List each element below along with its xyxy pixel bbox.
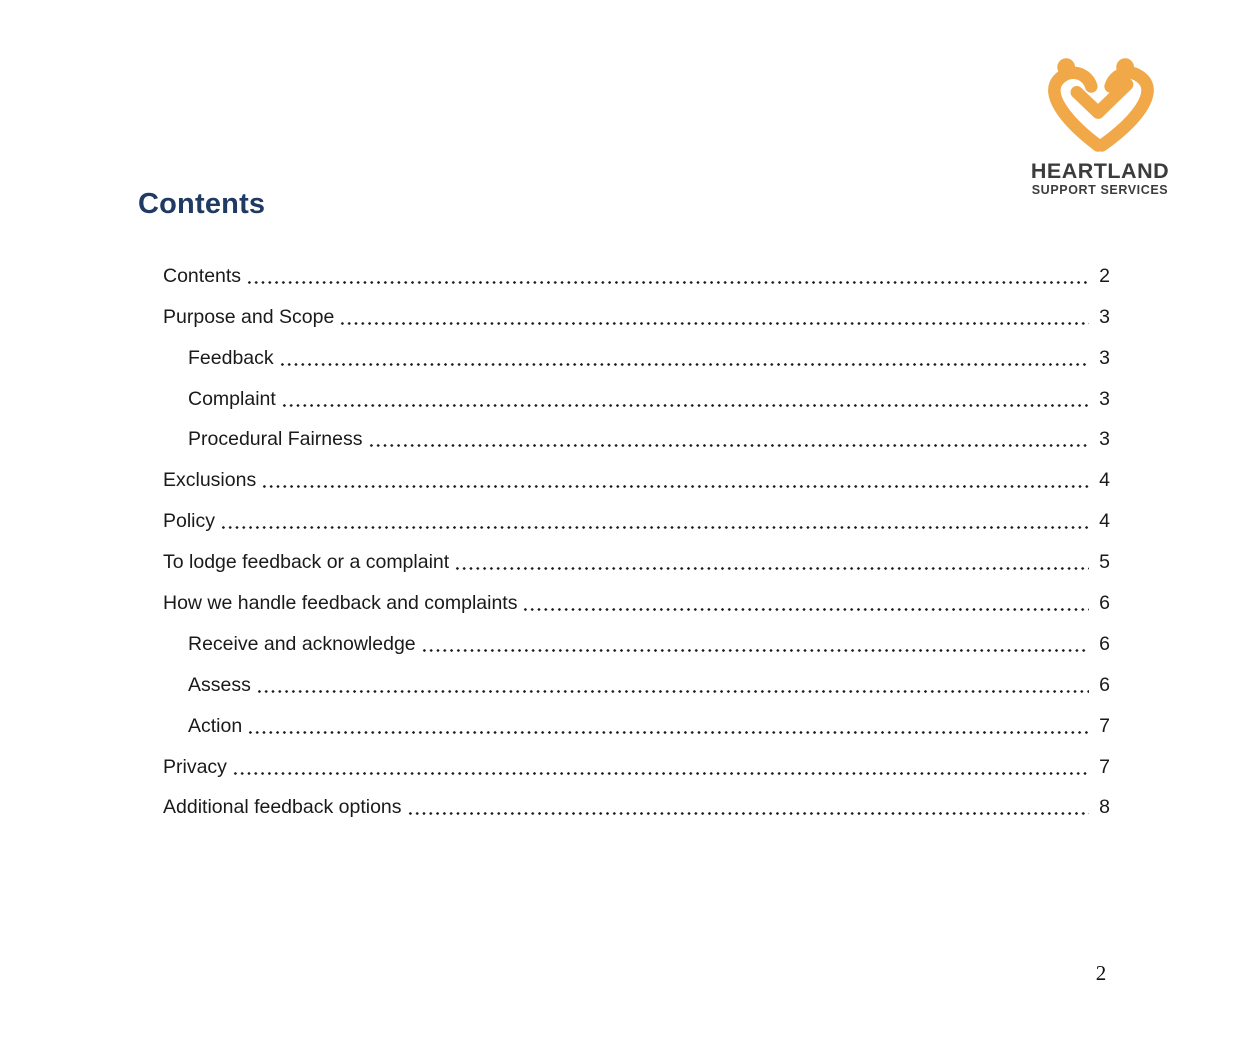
toc-entry-label: Additional feedback options bbox=[163, 796, 402, 819]
toc-dot-leader bbox=[279, 363, 1089, 366]
toc-entry-label: Action bbox=[188, 714, 243, 737]
toc-dot-leader bbox=[281, 404, 1089, 407]
toc-entry-label: Exclusions bbox=[163, 469, 257, 492]
toc-entry-page-number: 2 bbox=[1099, 264, 1110, 287]
toc-dot-leader bbox=[256, 690, 1089, 693]
company-logo bbox=[1020, 42, 1180, 197]
toc-entry[interactable] bbox=[163, 786, 1110, 827]
toc-entry[interactable] bbox=[163, 581, 1110, 622]
toc-entry[interactable] bbox=[163, 377, 1110, 418]
contents-heading: Contents bbox=[138, 188, 266, 220]
table-of-contents bbox=[163, 254, 1110, 826]
toc-entry-label: Policy bbox=[163, 510, 216, 533]
logo-tagline: SUPPORT SERVICES bbox=[1031, 182, 1169, 197]
toc-entry-label: Receive and acknowledge bbox=[188, 632, 416, 655]
toc-dot-leader bbox=[522, 608, 1089, 611]
toc-entry[interactable] bbox=[163, 295, 1110, 336]
toc-entry-page-number: 6 bbox=[1099, 632, 1110, 655]
toc-entry-label: Complaint bbox=[188, 387, 276, 410]
toc-entry-page-number: 6 bbox=[1099, 592, 1110, 615]
toc-dot-leader bbox=[247, 731, 1089, 734]
logo-wordmark: HEARTLAND bbox=[1030, 159, 1170, 183]
toc-dot-leader bbox=[339, 322, 1089, 325]
toc-entry[interactable] bbox=[163, 540, 1110, 581]
toc-dot-leader bbox=[246, 281, 1089, 284]
toc-entry-label: Privacy bbox=[163, 755, 227, 778]
toc-entry-page-number: 7 bbox=[1099, 714, 1110, 737]
toc-entry[interactable] bbox=[163, 336, 1110, 377]
toc-entry-page-number: 5 bbox=[1099, 551, 1110, 574]
toc-dot-leader bbox=[368, 444, 1090, 447]
toc-entry-label: Procedural Fairness bbox=[188, 428, 363, 451]
toc-entry[interactable] bbox=[163, 663, 1110, 704]
toc-entry[interactable] bbox=[163, 499, 1110, 540]
toc-entry-page-number: 3 bbox=[1099, 428, 1110, 451]
toc-dot-leader bbox=[232, 772, 1089, 775]
toc-dot-leader bbox=[261, 485, 1089, 488]
toc-dot-leader bbox=[421, 649, 1089, 652]
toc-entry-label: Contents bbox=[163, 264, 242, 287]
toc-entry-page-number: 4 bbox=[1099, 469, 1110, 492]
toc-entry-page-number: 3 bbox=[1099, 305, 1110, 328]
toc-entry-page-number: 7 bbox=[1099, 755, 1110, 778]
toc-entry[interactable] bbox=[163, 254, 1110, 295]
toc-entry[interactable] bbox=[163, 418, 1110, 459]
toc-entry-label: To lodge feedback or a complaint bbox=[163, 551, 450, 574]
toc-entry-page-number: 3 bbox=[1099, 387, 1110, 410]
toc-entry-page-number: 8 bbox=[1099, 796, 1110, 819]
toc-entry-page-number: 3 bbox=[1099, 346, 1110, 369]
toc-entry-page-number: 6 bbox=[1099, 673, 1110, 696]
footer-page-number: 2 bbox=[1095, 961, 1107, 985]
toc-dot-leader bbox=[454, 567, 1089, 570]
toc-entry[interactable] bbox=[163, 458, 1110, 499]
toc-dot-leader bbox=[220, 526, 1089, 529]
toc-entry[interactable] bbox=[163, 704, 1110, 745]
toc-entry-label: How we handle feedback and complaints bbox=[163, 592, 518, 615]
toc-entry-page-number: 4 bbox=[1099, 510, 1110, 533]
toc-entry[interactable] bbox=[163, 622, 1110, 663]
toc-dot-leader bbox=[407, 812, 1089, 815]
toc-entry-label: Assess bbox=[188, 673, 251, 696]
heartland-heart-icon bbox=[1041, 42, 1159, 158]
toc-entry[interactable] bbox=[163, 745, 1110, 786]
toc-entry-label: Purpose and Scope bbox=[163, 305, 335, 328]
toc-entry-label: Feedback bbox=[188, 346, 274, 369]
